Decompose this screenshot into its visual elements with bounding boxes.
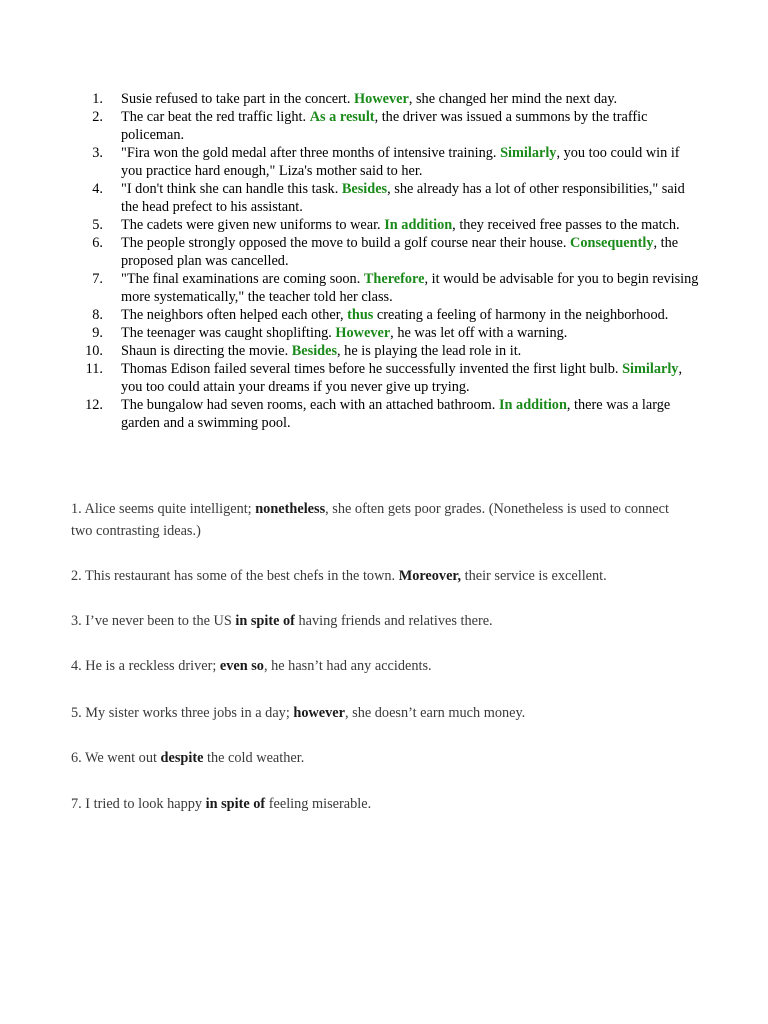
list-item [84,234,700,270]
sentence-text: "Fira won the gold medal after three months of intensive training. [121,145,501,161]
sentence-text: 3. I’ve never been to the US [71,613,236,629]
sentence-text: 4. He is a reckless driver; [71,658,220,674]
sentence-text: Susie refused to take part in the concert. [121,91,355,107]
example-sentence [71,794,671,816]
sentence-text: , he hasn’t had any accidents. [263,658,432,674]
transition-word: Similarly [622,361,679,377]
list-item [84,180,700,216]
item-number: 4. [92,181,103,197]
sentence-text: , the driver was issued a summons by the traffic policeman. [121,109,648,143]
sentence-text: , you too could attain your dreams if you never give up trying. [121,361,683,395]
transition-word: thus [347,307,374,323]
connector-word: nonetheless [255,501,326,517]
item-number: 5. [92,217,103,233]
transition-word: However [354,91,409,107]
example-sentence [71,656,671,678]
list-item [84,108,700,144]
item-number: 2. [92,109,103,125]
list-item [84,90,700,108]
sentence-text: 1. Alice seems quite intelligent; [71,501,256,517]
example-sentence [71,611,671,633]
sentence-text: , she doesn’t earn much money. [345,705,526,721]
transition-word: Therefore [363,271,425,287]
sentence-text: 7. I tried to look happy [71,796,206,812]
sentence-text: having friends and relatives there. [294,613,493,629]
sentence-text: , she already has a lot of other responsibilities," said the head prefect to his assistant. [121,181,685,215]
sentence-text: their service is excellent. [461,568,607,584]
sentence-text: Thomas Edison failed several times before he successfully invented the first light bulb. [121,361,623,377]
sentence-text: The car beat the red traffic light. [121,109,310,125]
list-item [84,270,700,306]
sentence-text: , he was let off with a warning. [390,325,568,341]
sentence-text: The neighbors often helped each other, [121,307,348,323]
item-number: 3. [92,145,103,161]
example-sentence [71,499,671,542]
connector-word: however [293,705,345,721]
transition-word: In addition [384,217,453,233]
list-item [84,396,700,432]
sentence-text: feeling miserable. [265,796,372,812]
sentence-text: 2. This restaurant has some of the best chefs in the town. [71,568,399,584]
sentence-text: , the proposed plan was cancelled. [121,235,679,269]
list-item [84,144,700,180]
sentence-text: , it would be advisable for you to begin revising more systematically," the teacher told her class. [121,271,699,305]
list-item [84,342,700,360]
item-number: 6. [92,235,103,251]
list-item [84,306,700,324]
item-number: 7. [92,271,103,287]
sentence-text: The bungalow had seven rooms, each with an attached bathroom. [121,397,499,413]
item-number: 8. [92,307,103,323]
transition-word: However [335,325,391,341]
sentence-text: , he is playing the lead role in it. [337,343,522,359]
transition-word: Besides [341,181,388,197]
sentence-text: , you too could win if you practice hard enough," Liza's mother said to her. [121,145,680,179]
sentence-text: creating a feeling of harmony in the neighborhood. [373,307,669,323]
item-number: 9. [92,325,103,341]
example-sentence [71,703,671,725]
list-item [84,216,700,234]
sentence-text: 6. We went out [71,750,161,766]
item-number: 1. [92,91,103,107]
example-sentence [71,748,671,770]
connector-word: even so [219,658,264,674]
sentence-text: "The final examinations are coming soon. [121,271,364,287]
sentence-text: The teenager was caught shoplifting. [121,325,336,341]
transition-word: In addition [498,397,567,413]
transition-word: Consequently [570,235,654,251]
connector-word: in spite of [235,613,295,629]
transition-word: As a result [309,109,375,125]
connector-word: Moreover, [398,568,462,584]
connector-word: despite [160,750,204,766]
sentence-text: , there was a large garden and a swimming pool. [121,397,671,431]
sentence-text: the cold weather. [203,750,305,766]
transition-examples-list [84,90,700,432]
sentence-text: , she changed her mind the next day. [408,91,618,107]
sentence-text: The people strongly opposed the move to build a golf course near their house. [121,235,571,251]
transition-word: Similarly [500,145,557,161]
item-number: 11. [85,361,103,377]
connector-word: in spite of [205,796,266,812]
list-item [84,360,700,396]
sentence-text: 5. My sister works three jobs in a day; [71,705,294,721]
sentence-text: Shaun is directing the movie. [121,343,292,359]
sentence-text: The cadets were given new uniforms to wear. [121,217,385,233]
sentence-text: "I don't think she can handle this task. [121,181,342,197]
sentence-text: , she often gets poor grades. (Nonetheless is used to connect two contrasting ideas.) [71,501,669,539]
example-sentence [71,566,671,588]
sentence-text: , they received free passes to the match. [452,217,680,233]
item-number: 12. [85,397,103,413]
list-item [84,324,700,342]
item-number: 10. [85,343,103,359]
transition-word: Besides [291,343,338,359]
